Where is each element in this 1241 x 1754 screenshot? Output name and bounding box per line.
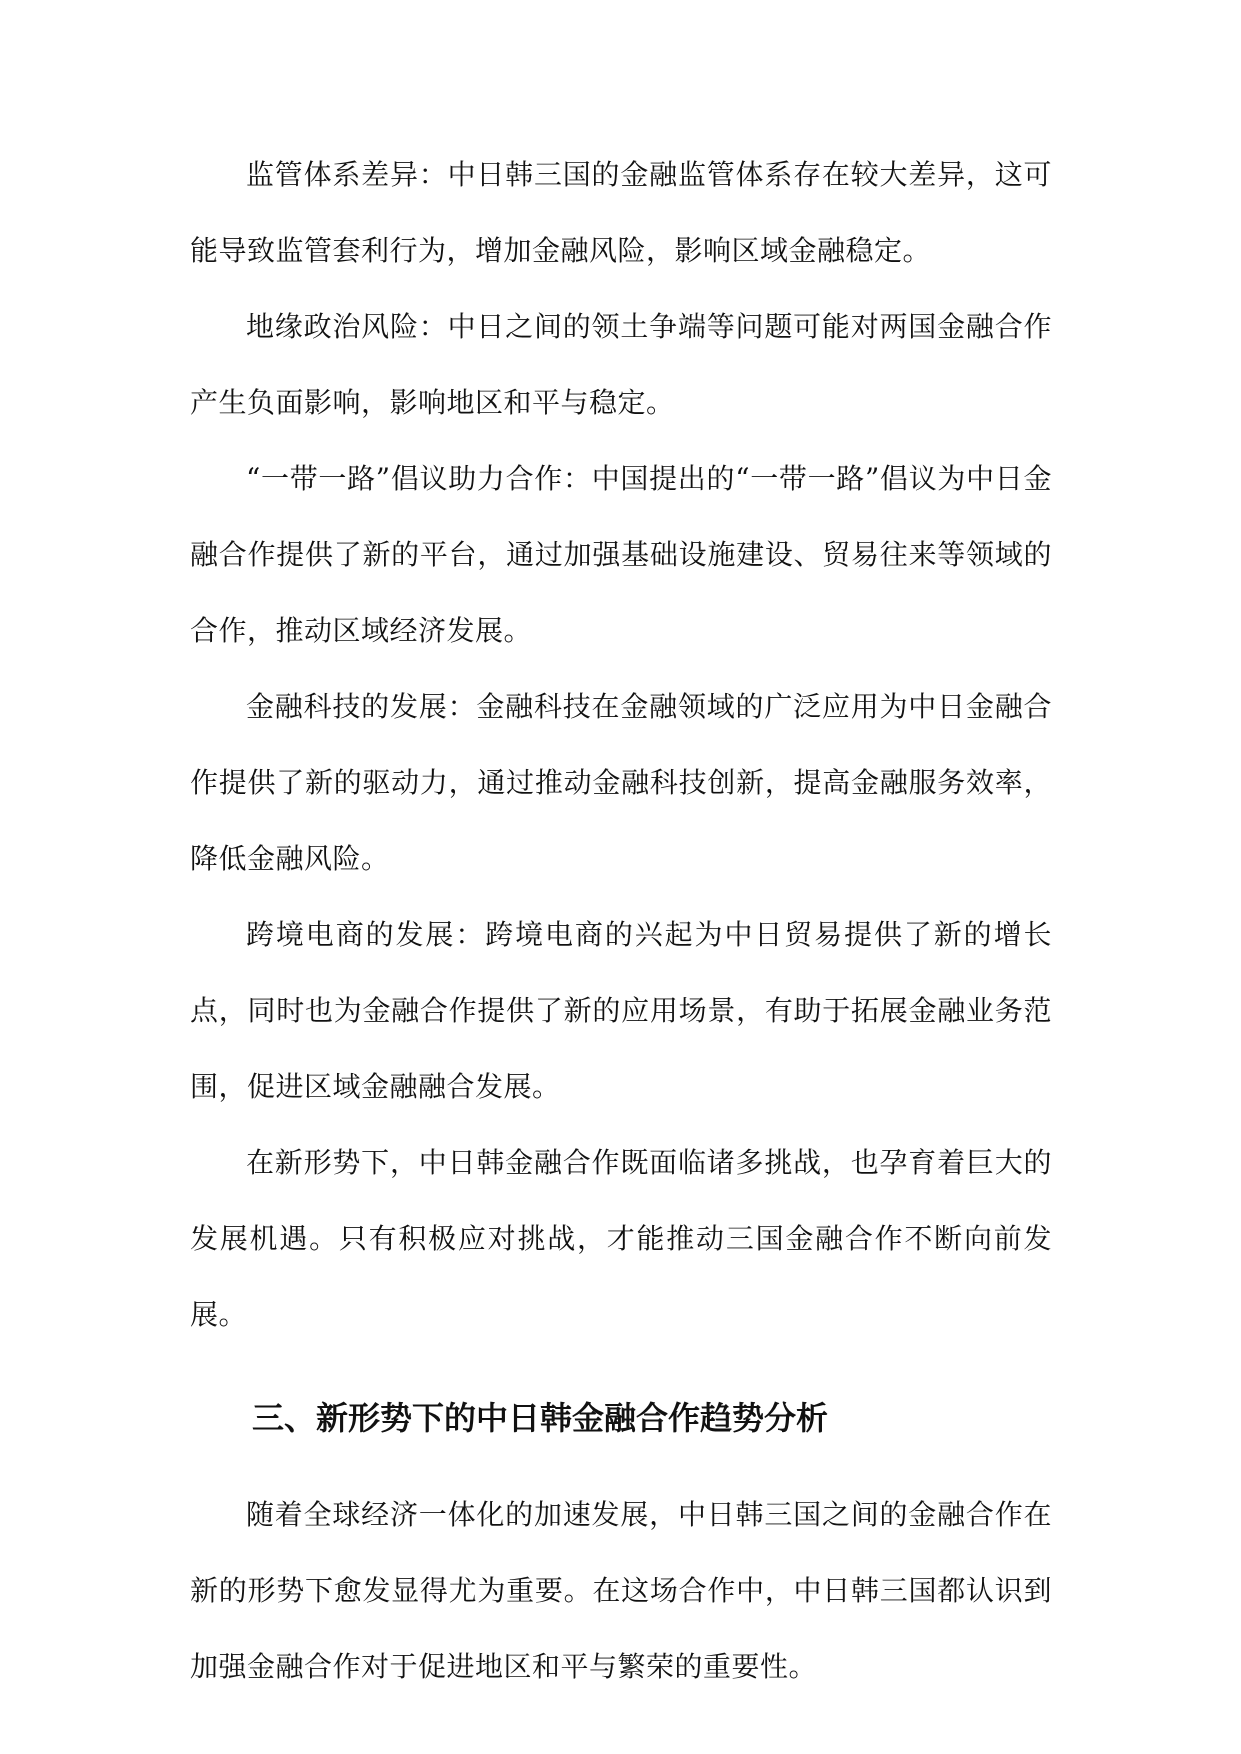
- paragraph-fintech: 金融科技的发展：金融科技在金融领域的广泛应用为中日金融合作提供了新的驱动力，通过推动金融科技创新，提高金融服务效率，降低金融风险。: [190, 690, 1052, 875]
- section-heading: 三、新形势下的中日韩金融合作趋势分析: [252, 1399, 829, 1437]
- paragraph-geopolitical-risk: 地缘政治风险：中日之间的领土争端等问题可能对两国金融合作产生负面影响，影响地区和平与稳定。: [190, 310, 1052, 419]
- paragraph-regulatory-differences: 监管体系差异：中日韩三国的金融监管体系存在较大差异，这可能导致监管套利行为，增加金融风险，影响区域金融稳定。: [190, 158, 1052, 267]
- paragraph-trend-intro: 随着全球经济一体化的加速发展，中日韩三国之间的金融合作在新的形势下愈发显得尤为重要。在这场合作中，中日韩三国都认识到加强金融合作对于促进地区和平与繁荣的重要性。: [190, 1498, 1052, 1683]
- paragraph-summary: 在新形势下，中日韩金融合作既面临诸多挑战，也孕育着巨大的发展机遇。只有积极应对挑战，才能推动三国金融合作不断向前发展。: [190, 1146, 1052, 1331]
- document-body: [190, 137, 1052, 1705]
- paragraph-cross-border-ecommerce: 跨境电商的发展：跨境电商的兴起为中日贸易提供了新的增长点，同时也为金融合作提供了新的应用场景，有助于拓展金融业务范围，促进区域金融融合发展。: [190, 918, 1052, 1103]
- paragraph-belt-and-road: “一带一路”倡议助力合作：中国提出的“一带一路”倡议为中日金融合作提供了新的平台，通过加强基础设施建设、贸易往来等领域的合作，推动区域经济发展。: [190, 462, 1052, 647]
